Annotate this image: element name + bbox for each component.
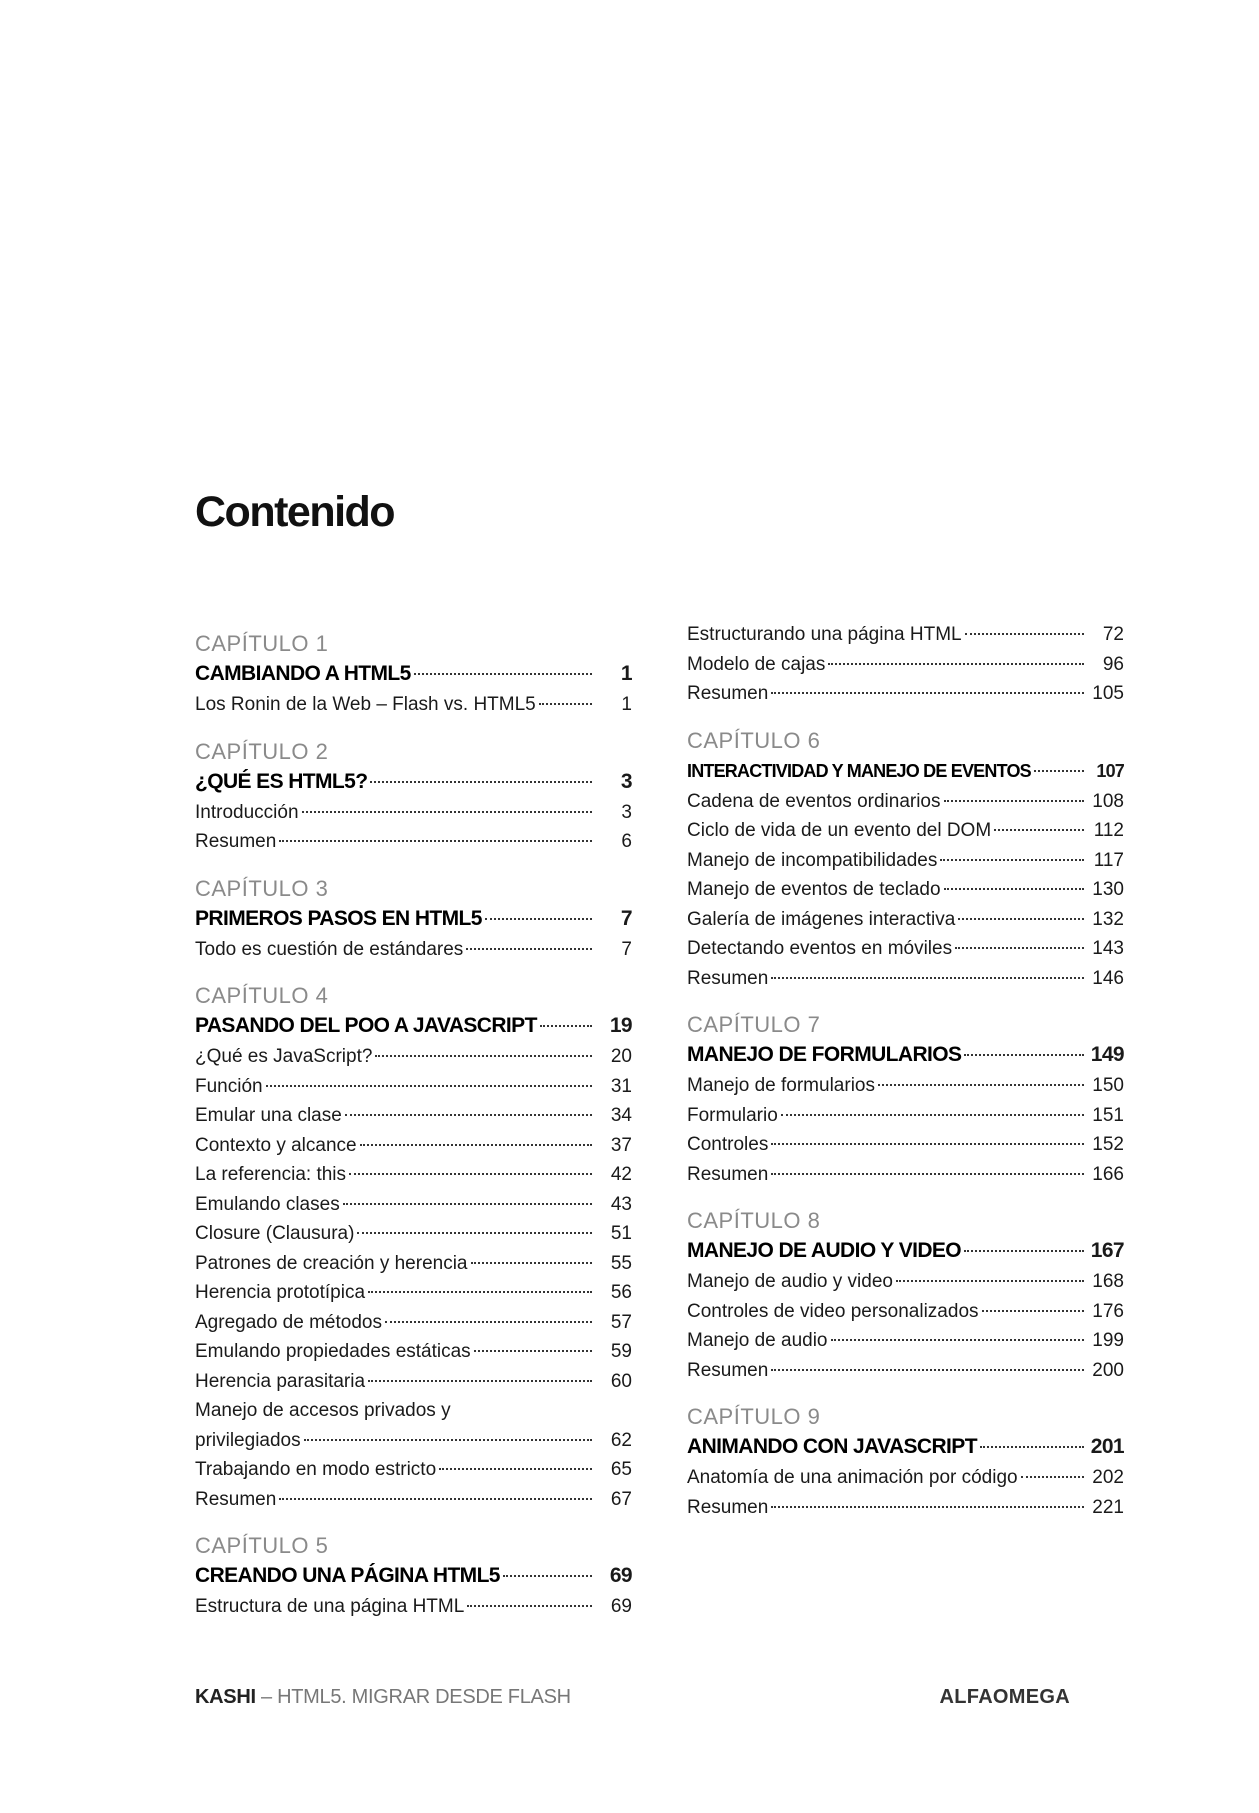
toc-entry bbox=[195, 1337, 632, 1367]
dot-leader bbox=[771, 692, 1084, 694]
toc-entry-title: Detectando eventos en móviles bbox=[687, 938, 953, 959]
dot-leader bbox=[965, 633, 1084, 635]
toc-page-number: 117 bbox=[1093, 849, 1124, 871]
toc-entry-title: Controles de video personalizados bbox=[687, 1300, 979, 1322]
dot-leader bbox=[439, 1468, 592, 1470]
toc-page-number: 55 bbox=[610, 1252, 632, 1274]
dot-leader bbox=[304, 1439, 592, 1441]
toc-entry bbox=[195, 1072, 632, 1102]
toc-page-number: 152 bbox=[1092, 1134, 1124, 1155]
toc-entry bbox=[687, 1356, 1124, 1386]
chapter-label: CAPÍTULO 6 bbox=[687, 727, 821, 753]
toc-entry-title: INTERACTIVIDAD Y MANEJO DE EVENTOS bbox=[687, 760, 1031, 781]
toc-right-column bbox=[687, 620, 1124, 1540]
toc-entry-title: Manejo de eventos de teclado bbox=[687, 879, 941, 900]
toc-chapter-heading bbox=[195, 658, 632, 690]
toc-entry bbox=[195, 1367, 632, 1397]
toc-entry-title: MANEJO DE AUDIO Y VIDEO bbox=[687, 1239, 962, 1262]
toc-entry-title: Estructura de una página HTML bbox=[195, 1596, 465, 1617]
toc-entry bbox=[195, 1278, 632, 1308]
toc-entry-title: Controles bbox=[687, 1134, 769, 1155]
footer-separator: – bbox=[261, 1686, 272, 1708]
toc-entry-title: Resumen bbox=[687, 1496, 769, 1518]
toc-page-number: 56 bbox=[610, 1282, 632, 1303]
toc-entry bbox=[687, 875, 1124, 905]
dot-leader bbox=[539, 703, 592, 705]
toc-page-number: 107 bbox=[1096, 760, 1124, 781]
toc-entry bbox=[195, 1101, 632, 1131]
toc-page-number: 1 bbox=[621, 694, 632, 715]
toc-entry-title: privilegiados bbox=[195, 1429, 301, 1451]
toc-entry bbox=[195, 1219, 632, 1249]
toc-entry-title: Emulando propiedades estáticas bbox=[195, 1341, 471, 1362]
toc-chapter bbox=[195, 982, 632, 1514]
toc-page-number: 143 bbox=[1092, 938, 1124, 959]
toc-page-number: 69 bbox=[610, 1596, 632, 1617]
dot-leader bbox=[771, 977, 1084, 979]
toc-chapter bbox=[687, 1403, 1124, 1522]
toc-entry-title: Contexto y alcance bbox=[195, 1134, 357, 1156]
dot-leader bbox=[368, 1380, 592, 1382]
toc-page-number: 31 bbox=[610, 1075, 632, 1097]
toc-chapter bbox=[687, 1207, 1124, 1385]
dot-leader bbox=[360, 1144, 592, 1146]
toc-entry bbox=[195, 1592, 632, 1622]
dot-leader bbox=[964, 1054, 1084, 1056]
toc-entry-title: PRIMEROS PASOS EN HTML5 bbox=[195, 906, 482, 930]
dot-leader bbox=[958, 918, 1084, 920]
dot-leader bbox=[1021, 1476, 1084, 1478]
toc-page-number: 37 bbox=[610, 1134, 632, 1156]
toc-page-number: 202 bbox=[1092, 1467, 1124, 1488]
dot-leader bbox=[370, 781, 592, 783]
toc-page-number: 65 bbox=[610, 1459, 632, 1480]
toc-page-number: 7 bbox=[620, 906, 632, 930]
toc-entry-title: Resumen bbox=[195, 831, 277, 852]
toc-entry bbox=[687, 787, 1124, 817]
chapter-label: CAPÍTULO 1 bbox=[195, 631, 329, 656]
toc-entry bbox=[195, 827, 632, 857]
toc-entry-title: Resumen bbox=[687, 1359, 769, 1381]
footer-author: KASHI bbox=[195, 1686, 256, 1708]
toc-entry-title: Manejo de audio bbox=[687, 1330, 828, 1351]
dot-leader bbox=[471, 1262, 593, 1264]
dot-leader bbox=[940, 859, 1084, 861]
toc-entry bbox=[195, 1308, 632, 1338]
toc-entry bbox=[687, 1267, 1124, 1297]
toc-page-number: 221 bbox=[1092, 1496, 1124, 1518]
toc-entry-title: Herencia parasitaria bbox=[195, 1370, 366, 1392]
toc-entry-title: La referencia: this bbox=[195, 1164, 347, 1185]
dot-leader bbox=[994, 829, 1084, 831]
toc-page-number: 51 bbox=[610, 1223, 632, 1244]
toc-page-number: 6 bbox=[621, 831, 632, 852]
toc-chapter-heading bbox=[195, 766, 632, 798]
chapter-label: CAPÍTULO 4 bbox=[195, 983, 329, 1008]
toc-entry bbox=[687, 846, 1124, 876]
dot-leader bbox=[771, 1173, 1084, 1175]
toc-page-number: 57 bbox=[610, 1311, 632, 1333]
toc-entry-title: Función bbox=[195, 1075, 263, 1097]
dot-leader bbox=[375, 1055, 592, 1057]
dot-leader bbox=[980, 1446, 1084, 1448]
toc-entry-title: Estructurando una página HTML bbox=[687, 624, 962, 645]
toc-entry-title: Resumen bbox=[687, 967, 769, 989]
toc-entry bbox=[687, 1130, 1124, 1160]
toc-entry bbox=[195, 1190, 632, 1220]
chapter-label: CAPÍTULO 3 bbox=[195, 875, 329, 901]
dot-leader bbox=[771, 1143, 1084, 1145]
toc-page-number: 67 bbox=[610, 1488, 632, 1510]
toc-page-number: 167 bbox=[1090, 1239, 1124, 1262]
toc-entry-title: Manejo de audio y video bbox=[687, 1271, 893, 1292]
toc-entry bbox=[687, 1297, 1124, 1327]
toc-page-number: 3 bbox=[621, 801, 632, 823]
toc-entry-title: CAMBIANDO A HTML5 bbox=[195, 662, 411, 685]
toc-entry-title: ANIMANDO CON JAVASCRIPT bbox=[687, 1435, 977, 1458]
page-footer bbox=[195, 1686, 1070, 1709]
toc-entry bbox=[687, 934, 1124, 964]
toc-page-number: 60 bbox=[610, 1370, 632, 1392]
toc-page-number: 150 bbox=[1092, 1075, 1124, 1096]
chapter-label: CAPÍTULO 9 bbox=[687, 1404, 821, 1429]
toc-entry-title: Introducción bbox=[195, 801, 299, 823]
toc-entry bbox=[687, 679, 1124, 709]
footer-book-info bbox=[195, 1686, 571, 1709]
toc-entry-title: Herencia prototípica bbox=[195, 1282, 366, 1303]
chapter-label: CAPÍTULO 7 bbox=[687, 1012, 821, 1037]
toc-entry-title: Anatomía de una animación por código bbox=[687, 1467, 1018, 1488]
page-title: Contenido bbox=[195, 488, 395, 536]
dot-leader bbox=[266, 1085, 592, 1087]
dot-leader bbox=[781, 1114, 1084, 1116]
toc-entry bbox=[687, 1101, 1124, 1131]
toc-page-number: 149 bbox=[1090, 1043, 1124, 1066]
dot-leader bbox=[771, 1369, 1084, 1371]
toc-page-number: 166 bbox=[1092, 1163, 1124, 1185]
toc-entry-title: Resumen bbox=[687, 683, 769, 704]
dot-leader bbox=[414, 673, 592, 675]
toc-page-number: 1 bbox=[620, 662, 632, 685]
chapter-label: CAPÍTULO 2 bbox=[195, 738, 329, 764]
dot-leader bbox=[302, 811, 592, 813]
toc-entry bbox=[195, 1131, 632, 1161]
toc-entry-title: Manejo de accesos privados y bbox=[195, 1400, 451, 1421]
toc-page-number: 62 bbox=[610, 1429, 632, 1451]
toc-entry-title: MANEJO DE FORMULARIOS bbox=[687, 1043, 962, 1066]
toc-chapter bbox=[195, 630, 632, 720]
toc-page-number: 201 bbox=[1090, 1435, 1124, 1458]
dot-leader bbox=[896, 1280, 1084, 1282]
dot-leader bbox=[349, 1173, 592, 1175]
toc-page-number: 96 bbox=[1102, 653, 1124, 675]
toc-entry-title: Los Ronin de la Web – Flash vs. HTML5 bbox=[195, 694, 536, 715]
dot-leader bbox=[467, 1605, 592, 1607]
toc-page-number: 3 bbox=[620, 769, 632, 793]
chapter-label: CAPÍTULO 5 bbox=[195, 1533, 329, 1558]
toc-entry bbox=[195, 1455, 632, 1485]
toc-entry-title: Formulario bbox=[687, 1104, 778, 1126]
toc-chapter-heading bbox=[195, 1560, 632, 1592]
chapter-label: CAPÍTULO 8 bbox=[687, 1208, 821, 1233]
toc-entry-title: Ciclo de vida de un evento del DOM bbox=[687, 820, 992, 841]
toc-page-number: 108 bbox=[1092, 790, 1124, 812]
dot-leader bbox=[982, 1310, 1084, 1312]
toc-chapter-heading bbox=[195, 903, 632, 935]
toc-page-number: 151 bbox=[1092, 1104, 1124, 1126]
toc-entry-title: Emular una clase bbox=[195, 1105, 342, 1126]
toc-page-number: 132 bbox=[1092, 908, 1124, 930]
dot-leader bbox=[1034, 770, 1084, 772]
toc-page-number: 69 bbox=[609, 1564, 632, 1587]
toc-entry bbox=[687, 1160, 1124, 1190]
dot-leader bbox=[955, 947, 1084, 949]
toc-left-column bbox=[195, 630, 632, 1640]
dot-leader bbox=[964, 1250, 1084, 1252]
toc-page-number: 105 bbox=[1092, 683, 1124, 704]
dot-leader bbox=[944, 800, 1084, 802]
toc-page-number: 112 bbox=[1093, 820, 1124, 841]
dot-leader bbox=[771, 1506, 1084, 1508]
dot-leader bbox=[357, 1232, 592, 1234]
toc-entry-title: Modelo de cajas bbox=[687, 653, 826, 675]
dot-leader bbox=[466, 948, 592, 950]
toc-entry-title: Trabajando en modo estricto bbox=[195, 1459, 437, 1480]
toc-page-number: 34 bbox=[610, 1105, 632, 1126]
toc-page-number: 168 bbox=[1092, 1271, 1124, 1292]
dot-leader bbox=[279, 1498, 592, 1500]
toc-entry bbox=[687, 905, 1124, 935]
toc-entry bbox=[687, 650, 1124, 680]
toc-entry bbox=[687, 1493, 1124, 1523]
toc-page-number: 200 bbox=[1092, 1359, 1124, 1381]
toc-page-number: 43 bbox=[610, 1193, 632, 1215]
dot-leader bbox=[944, 888, 1084, 890]
dot-leader bbox=[878, 1084, 1084, 1086]
dot-leader bbox=[503, 1575, 592, 1577]
toc-chapter bbox=[687, 1011, 1124, 1189]
dot-leader bbox=[474, 1350, 592, 1352]
toc-chapter-heading bbox=[687, 755, 1124, 787]
toc-page-number: 176 bbox=[1092, 1300, 1124, 1322]
toc-entry-title: Emulando clases bbox=[195, 1193, 340, 1215]
dot-leader bbox=[345, 1114, 592, 1116]
toc-entry bbox=[687, 620, 1124, 650]
toc-entry bbox=[195, 798, 632, 828]
dot-leader bbox=[385, 1321, 592, 1323]
toc-chapter-heading bbox=[687, 1431, 1124, 1463]
toc-page-number: 59 bbox=[610, 1341, 632, 1362]
toc-entry-title: Resumen bbox=[195, 1488, 277, 1510]
toc-entry-title: ¿QUÉ ES HTML5? bbox=[195, 769, 368, 793]
toc-entry bbox=[687, 1463, 1124, 1493]
toc-entry-title: Manejo de incompatibilidades bbox=[687, 849, 938, 871]
toc-chapter-continued bbox=[687, 620, 1124, 709]
toc-page-number: 146 bbox=[1092, 967, 1124, 989]
toc-chapter bbox=[195, 1532, 632, 1622]
toc-entry-title: Patrones de creación y herencia bbox=[195, 1252, 468, 1274]
toc-page-number: 20 bbox=[610, 1046, 632, 1067]
footer-publisher: ALFAOMEGA bbox=[939, 1686, 1070, 1708]
toc-chapter-heading bbox=[687, 1039, 1124, 1071]
toc-entry-title: Manejo de formularios bbox=[687, 1075, 875, 1096]
dot-leader bbox=[828, 663, 1084, 665]
toc-entry-title: Galería de imágenes interactiva bbox=[687, 908, 956, 930]
toc-chapter-heading bbox=[687, 1235, 1124, 1267]
toc-chapter bbox=[195, 875, 632, 965]
toc-entry bbox=[687, 1326, 1124, 1356]
toc-page-number: 72 bbox=[1102, 624, 1124, 645]
toc-chapter-heading bbox=[195, 1010, 632, 1042]
toc-entry-title: Resumen bbox=[687, 1163, 769, 1185]
toc-entry-title: Cadena de eventos ordinarios bbox=[687, 790, 941, 812]
footer-book-title: HTML5. MIGRAR DESDE FLASH bbox=[277, 1686, 571, 1708]
toc-page-number: 19 bbox=[609, 1014, 632, 1037]
toc-chapter bbox=[687, 727, 1124, 994]
toc-entry bbox=[195, 935, 632, 965]
dot-leader bbox=[831, 1339, 1085, 1341]
toc-entry bbox=[687, 1071, 1124, 1101]
dot-leader bbox=[368, 1291, 592, 1293]
toc-page-number: 130 bbox=[1092, 879, 1124, 900]
toc-entry bbox=[195, 1160, 632, 1190]
toc-entry-title: CREANDO UNA PÁGINA HTML5 bbox=[195, 1564, 500, 1587]
toc-page-number: 42 bbox=[610, 1164, 632, 1185]
toc-page-number: 7 bbox=[621, 938, 632, 960]
toc-entry bbox=[195, 1249, 632, 1279]
toc-entry bbox=[195, 1042, 632, 1072]
toc-entry-title: Todo es cuestión de estándares bbox=[195, 938, 464, 960]
toc-entry-title: Closure (Clausura) bbox=[195, 1223, 355, 1244]
toc-entry bbox=[195, 1485, 632, 1515]
dot-leader bbox=[279, 840, 592, 842]
toc-entry-title: Agregado de métodos bbox=[195, 1311, 382, 1333]
dot-leader bbox=[343, 1203, 592, 1205]
toc-page-number: 199 bbox=[1092, 1330, 1124, 1351]
toc-entry bbox=[195, 1396, 632, 1455]
toc-entry-title: ¿Qué es JavaScript? bbox=[195, 1046, 373, 1067]
dot-leader bbox=[485, 918, 592, 920]
toc-entry bbox=[195, 690, 632, 720]
dot-leader bbox=[540, 1025, 592, 1027]
toc-entry bbox=[687, 816, 1124, 846]
toc-entry-title: PASANDO DEL POO A JAVASCRIPT bbox=[195, 1014, 537, 1037]
toc-entry bbox=[687, 964, 1124, 994]
toc-chapter bbox=[195, 738, 632, 857]
